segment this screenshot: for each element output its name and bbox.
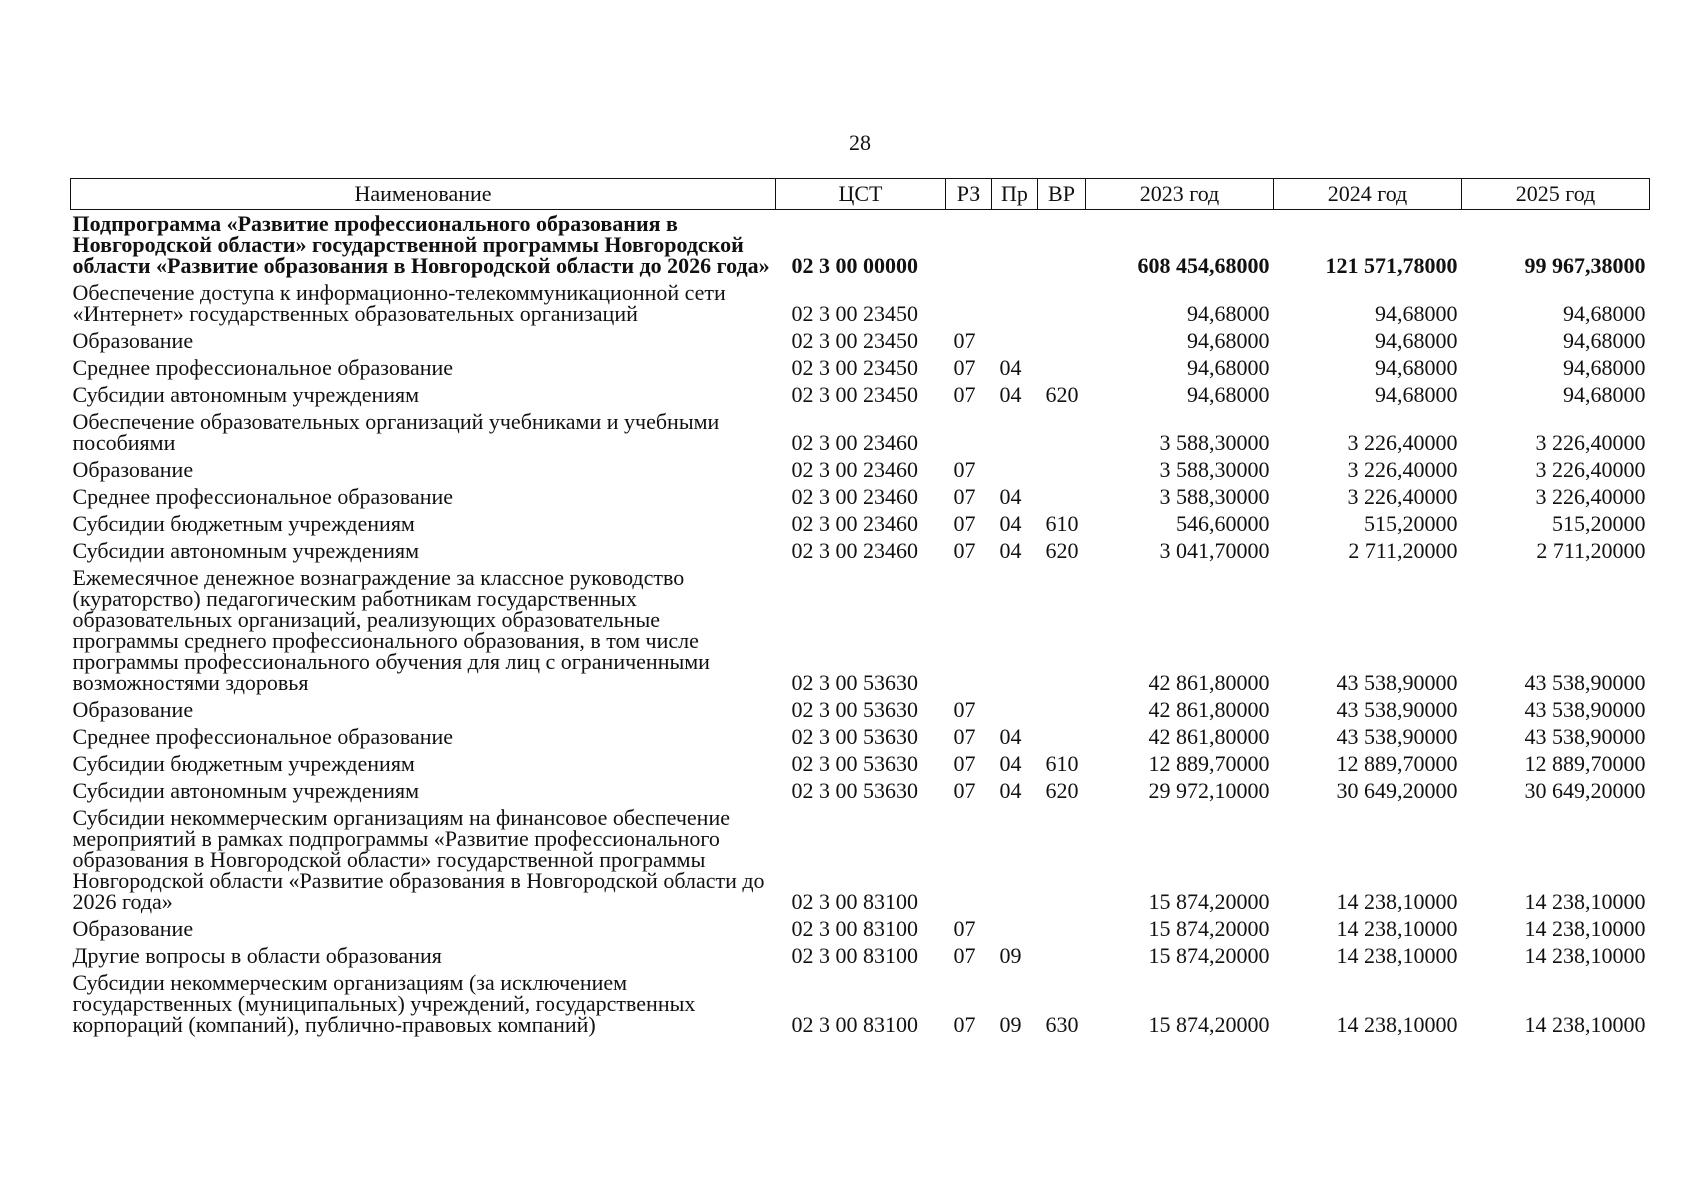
- cell-2025: 43 538,90000: [1524, 724, 1646, 749]
- cell-pr: 04: [999, 778, 1022, 803]
- header-rz: РЗ: [946, 179, 992, 210]
- page-number: 28: [849, 130, 871, 155]
- cell-vr: 620: [1045, 382, 1079, 407]
- cell-vr: 620: [1045, 538, 1079, 563]
- cell-cst: 02 3 00 00000: [791, 253, 918, 278]
- cell-vr: [1038, 564, 1086, 696]
- cell-pr: 09: [999, 1012, 1022, 1037]
- cell-2024: 515,20000: [1364, 511, 1458, 536]
- cell-vr: [1038, 279, 1086, 327]
- cell-cst: 02 3 00 23450: [791, 301, 918, 326]
- cell-name: Другие вопросы в области образования: [72, 943, 442, 968]
- cell-pr: [992, 696, 1038, 723]
- cell-pr: 04: [999, 538, 1022, 563]
- cell-2023: 29 972,10000: [1148, 778, 1270, 803]
- cell-2024: 43 538,90000: [1336, 670, 1458, 695]
- cell-cst: 02 3 00 23450: [791, 382, 918, 407]
- cell-rz: 07: [953, 1012, 976, 1037]
- header-pr: Пр: [992, 179, 1038, 210]
- table-row: [71, 510, 1650, 537]
- cell-2024: 3 226,40000: [1347, 484, 1458, 509]
- cell-rz: 07: [953, 916, 976, 941]
- cell-2023: 94,68000: [1187, 355, 1270, 380]
- cell-vr: [1038, 210, 1086, 280]
- cell-2023: 94,68000: [1187, 382, 1270, 407]
- cell-pr: [992, 210, 1038, 280]
- cell-cst: 02 3 00 23460: [791, 511, 918, 536]
- cell-cst: 02 3 00 23450: [791, 355, 918, 380]
- cell-vr: [1038, 915, 1086, 942]
- cell-pr: [992, 408, 1038, 456]
- cell-name: Образование: [72, 916, 194, 941]
- cell-2023: 546,60000: [1176, 511, 1270, 536]
- cell-2024: 94,68000: [1375, 382, 1458, 407]
- table-row: [71, 696, 1650, 723]
- cell-cst: 02 3 00 23460: [791, 457, 918, 482]
- table-body: [71, 210, 1650, 1039]
- cell-name: Субсидии автономным учреждениям: [72, 778, 420, 803]
- cell-rz: 07: [953, 328, 976, 353]
- cell-vr: [1038, 483, 1086, 510]
- cell-name: Обеспечение образовательных организаций учебниками и учебными пособиями: [72, 409, 720, 455]
- cell-pr: 04: [999, 382, 1022, 407]
- table-row: [71, 915, 1650, 942]
- cell-pr: 04: [999, 484, 1022, 509]
- cell-2024: 14 238,10000: [1336, 889, 1458, 914]
- cell-cst: 02 3 00 53630: [791, 670, 918, 695]
- cell-name: Подпрограмма «Развитие профессионального образования в Новгородской области» государственной программы Новгородской области «Развитие образования в Новгородской области до 2026 года»: [72, 211, 770, 278]
- cell-name: Субсидии бюджетным учреждениям: [72, 751, 415, 776]
- cell-2025: 30 649,20000: [1524, 778, 1646, 803]
- cell-vr: [1038, 723, 1086, 750]
- cell-2023: 15 874,20000: [1148, 1012, 1270, 1037]
- cell-2023: 3 588,30000: [1159, 457, 1270, 482]
- table-row: [71, 327, 1650, 354]
- cell-name: Субсидии автономным учреждениям: [72, 382, 420, 407]
- cell-pr: 09: [999, 943, 1022, 968]
- cell-rz: 07: [953, 511, 976, 536]
- cell-2024: 43 538,90000: [1336, 724, 1458, 749]
- cell-pr: 04: [999, 724, 1022, 749]
- cell-pr: [992, 804, 1038, 915]
- cell-2025: 94,68000: [1563, 355, 1646, 380]
- cell-2025: 14 238,10000: [1524, 916, 1646, 941]
- cell-2025: 14 238,10000: [1524, 889, 1646, 914]
- cell-vr: 620: [1045, 778, 1079, 803]
- cell-2025: 3 226,40000: [1535, 484, 1646, 509]
- table-row: [71, 750, 1650, 777]
- cell-pr: [992, 279, 1038, 327]
- cell-cst: 02 3 00 23460: [791, 538, 918, 563]
- cell-cst: 02 3 00 23460: [791, 430, 918, 455]
- cell-cst: 02 3 00 83100: [791, 889, 918, 914]
- cell-rz: 07: [953, 697, 976, 722]
- table-row: [71, 564, 1650, 696]
- cell-2023: 42 861,80000: [1148, 724, 1270, 749]
- cell-cst: 02 3 00 53630: [791, 697, 918, 722]
- cell-cst: 02 3 00 83100: [791, 1012, 918, 1037]
- cell-2023: 15 874,20000: [1148, 943, 1270, 968]
- header-name: Наименование: [71, 179, 776, 210]
- cell-2024: 94,68000: [1375, 355, 1458, 380]
- cell-rz: [946, 804, 992, 915]
- cell-2023: 42 861,80000: [1148, 670, 1270, 695]
- cell-name: Обеспечение доступа к информационно-телекоммуникационной сети «Интернет» государственных образовательных организаций: [72, 280, 726, 326]
- cell-vr: [1038, 408, 1086, 456]
- cell-2023: 15 874,20000: [1148, 916, 1270, 941]
- table-row: [71, 210, 1650, 280]
- cell-name: Ежемесячное денежное вознаграждение за классное руководство (кураторство) педагогическим работникам государственных образовательных организаций, реализующих образовательные программы среднего профессионального образования, в том числе программы профессионального обучения для лиц с ограниченными возможностями здоровья: [72, 565, 710, 695]
- cell-cst: 02 3 00 23450: [791, 328, 918, 353]
- table-row: [71, 777, 1650, 804]
- cell-pr: 04: [999, 511, 1022, 536]
- cell-cst: 02 3 00 23460: [791, 484, 918, 509]
- cell-2023: 42 861,80000: [1148, 697, 1270, 722]
- cell-name: Субсидии автономным учреждениям: [72, 538, 420, 563]
- cell-2024: 3 226,40000: [1347, 430, 1458, 455]
- cell-2025: 94,68000: [1563, 382, 1646, 407]
- cell-rz: 07: [953, 778, 976, 803]
- cell-vr: [1038, 696, 1086, 723]
- cell-2023: 3 041,70000: [1159, 538, 1270, 563]
- cell-2025: 94,68000: [1563, 328, 1646, 353]
- cell-pr: [992, 456, 1038, 483]
- cell-pr: [992, 564, 1038, 696]
- cell-rz: 07: [953, 457, 976, 482]
- cell-vr: [1038, 456, 1086, 483]
- cell-2023: 94,68000: [1187, 301, 1270, 326]
- cell-name: Среднее профессиональное образование: [72, 355, 454, 380]
- cell-vr: [1038, 804, 1086, 915]
- cell-2025: 14 238,10000: [1524, 943, 1646, 968]
- cell-name: Субсидии бюджетным учреждениям: [72, 511, 415, 536]
- cell-2024: 94,68000: [1375, 301, 1458, 326]
- table-row: [71, 456, 1650, 483]
- cell-cst: 02 3 00 53630: [791, 778, 918, 803]
- cell-rz: 07: [953, 355, 976, 380]
- table-row: [71, 804, 1650, 915]
- cell-2024: 14 238,10000: [1336, 943, 1458, 968]
- cell-2025: 43 538,90000: [1524, 670, 1646, 695]
- cell-name: Образование: [72, 328, 194, 353]
- cell-2025: 43 538,90000: [1524, 697, 1646, 722]
- cell-rz: 07: [953, 943, 976, 968]
- cell-2024: 14 238,10000: [1336, 916, 1458, 941]
- cell-vr: [1038, 327, 1086, 354]
- header-2025: 2025 год: [1462, 179, 1650, 210]
- header-vr: ВР: [1038, 179, 1086, 210]
- cell-rz: 07: [953, 382, 976, 407]
- table-row: [71, 483, 1650, 510]
- header-2024: 2024 год: [1274, 179, 1462, 210]
- table-row: [71, 969, 1650, 1038]
- table-row: [71, 723, 1650, 750]
- table-row: [71, 381, 1650, 408]
- cell-pr: 04: [999, 751, 1022, 776]
- cell-rz: [946, 279, 992, 327]
- cell-2024: 30 649,20000: [1336, 778, 1458, 803]
- cell-name: Образование: [72, 457, 194, 482]
- table-row: [71, 354, 1650, 381]
- cell-2024: 43 538,90000: [1336, 697, 1458, 722]
- cell-2023: 15 874,20000: [1148, 889, 1270, 914]
- cell-2025: 515,20000: [1552, 511, 1646, 536]
- cell-2024: 2 711,20000: [1348, 538, 1458, 563]
- cell-2023: 3 588,30000: [1159, 430, 1270, 455]
- cell-2024: 14 238,10000: [1336, 1012, 1458, 1037]
- cell-cst: 02 3 00 53630: [791, 724, 918, 749]
- table-header: [71, 179, 1650, 210]
- cell-cst: 02 3 00 83100: [791, 943, 918, 968]
- cell-rz: [946, 408, 992, 456]
- table-row: [71, 942, 1650, 969]
- cell-rz: 07: [953, 538, 976, 563]
- cell-2025: 94,68000: [1563, 301, 1646, 326]
- cell-2024: 121 571,78000: [1325, 253, 1458, 278]
- cell-name: Среднее профессиональное образование: [72, 484, 454, 509]
- cell-vr: 610: [1045, 511, 1079, 536]
- budget-table: [70, 178, 1650, 1038]
- table-row: [71, 279, 1650, 327]
- cell-2025: 3 226,40000: [1535, 457, 1646, 482]
- cell-2025: 99 967,38000: [1524, 253, 1646, 278]
- cell-pr: [992, 915, 1038, 942]
- cell-2023: 608 454,68000: [1137, 253, 1270, 278]
- cell-name: Субсидии некоммерческим организациям на финансовое обеспечение мероприятий в рамках подпрограммы «Развитие профессионального образования в Новгородской области» государственной программы Новгородской области «Развитие образования в Новгородской области до 2026 года»: [72, 805, 765, 914]
- cell-2025: 2 711,20000: [1536, 538, 1646, 563]
- cell-2024: 94,68000: [1375, 328, 1458, 353]
- cell-2025: 12 889,70000: [1524, 751, 1646, 776]
- cell-vr: 630: [1045, 1012, 1079, 1037]
- cell-rz: 07: [953, 751, 976, 776]
- cell-name: Субсидии некоммерческим организациям (за исключением государственных (муниципальных) учреждений, государственных корпораций (компаний), публично-правовых компаний): [72, 970, 696, 1037]
- cell-rz: [946, 210, 992, 280]
- header-cst: ЦСТ: [776, 179, 946, 210]
- cell-vr: [1038, 942, 1086, 969]
- cell-2023: 94,68000: [1187, 328, 1270, 353]
- cell-vr: 610: [1045, 751, 1079, 776]
- cell-cst: 02 3 00 83100: [791, 916, 918, 941]
- cell-2024: 3 226,40000: [1347, 457, 1458, 482]
- cell-rz: 07: [953, 484, 976, 509]
- cell-name: Образование: [72, 697, 194, 722]
- table-row: [71, 408, 1650, 456]
- cell-2025: 14 238,10000: [1524, 1012, 1646, 1037]
- cell-rz: [946, 564, 992, 696]
- cell-2024: 12 889,70000: [1336, 751, 1458, 776]
- cell-name: Среднее профессиональное образование: [72, 724, 454, 749]
- table-row: [71, 537, 1650, 564]
- cell-rz: 07: [953, 724, 976, 749]
- cell-pr: 04: [999, 355, 1022, 380]
- cell-2025: 3 226,40000: [1535, 430, 1646, 455]
- cell-vr: [1038, 354, 1086, 381]
- cell-2023: 12 889,70000: [1148, 751, 1270, 776]
- header-2023: 2023 год: [1086, 179, 1274, 210]
- cell-cst: 02 3 00 53630: [791, 751, 918, 776]
- cell-pr: [992, 327, 1038, 354]
- cell-2023: 3 588,30000: [1159, 484, 1270, 509]
